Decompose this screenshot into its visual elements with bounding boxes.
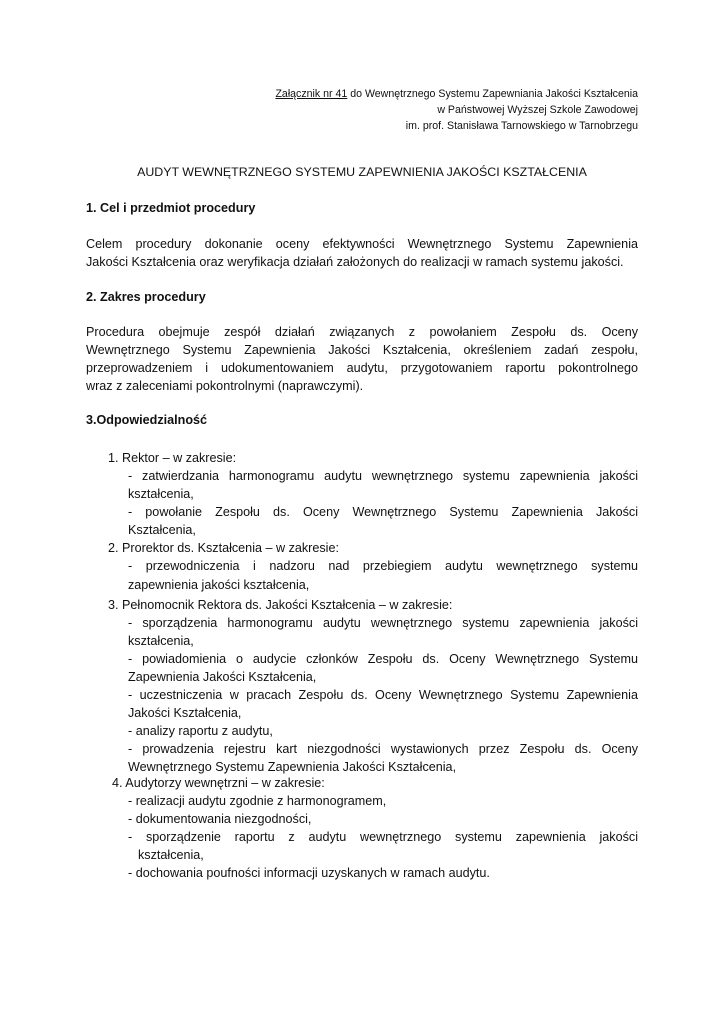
section-2-line-1: Procedura obejmuje zespół działań związanych z powołaniem Zespołu ds. Oceny [86, 325, 638, 339]
responsibility-4-label: 4. Audytorzy wewnętrzni – w zakresie: [112, 776, 325, 790]
responsibility-1-label: 1. Rektor – w zakresie: [108, 451, 237, 465]
section-2-heading: 2. Zakres procedury [86, 290, 206, 304]
duty-line: - dochowania poufności informacji uzyskanych w ramach audytu. [128, 866, 490, 880]
duty-line: - uczestniczenia w pracach Zespołu ds. Oceny Wewnętrznego Systemu Zapewnienia [128, 688, 638, 702]
duty-line: kształcenia, [128, 487, 194, 501]
duty-line: Kształcenia, [128, 523, 196, 537]
section-2-paragraph [86, 323, 638, 395]
header-line-2: w Państwowej Wyższej Szkole Zawodowej [437, 104, 638, 116]
duty-line: kształcenia, [138, 848, 204, 862]
duty-line: - zatwierdzania harmonogramu audytu wewnętrznego systemu zapewnienia jakości [128, 469, 638, 483]
header-line-3: im. prof. Stanisława Tarnowskiego w Tarnobrzegu [405, 120, 638, 132]
attachment-header [275, 86, 638, 134]
duty-line: - analizy raportu z audytu, [128, 724, 273, 738]
duty-line: - realizacji audytu zgodnie z harmonogramem, [128, 794, 387, 808]
duty-line: Jakości Kształcenia, [128, 706, 242, 720]
document-title: AUDYT WEWNĘTRZNEGO SYSTEMU ZAPEWNIENIA JAKOŚCI KSZTAŁCENIA [137, 165, 587, 179]
responsibility-4-duties [128, 792, 638, 882]
section-1-line-2: Jakości Kształcenia oraz weryfikacja działań założonych do realizacji w ramach systemu jakości. [86, 255, 624, 269]
section-1-line-1: Celem procedury dokonanie oceny efektywności Wewnętrznego Systemu Zapewnienia [86, 237, 638, 251]
header-line-1 [275, 86, 638, 102]
duty-line: - powiadomienia o audycie członków Zespołu ds. Oceny Wewnętrznego Systemu [128, 652, 638, 666]
duty-line: zapewnienia jakości kształcenia, [128, 578, 310, 592]
section-3-heading: 3.Odpowiedzialność [86, 413, 208, 427]
duty-line: - powołanie Zespołu ds. Oceny Wewnętrznego Systemu Zapewnienia Jakości [128, 505, 638, 519]
section-2-line-4: wraz z zaleceniami pokontrolnymi (naprawczymi). [86, 379, 364, 393]
duty-line: Zapewnienia Jakości Kształcenia, [128, 670, 317, 684]
attachment-number: Załącznik nr 41 [275, 88, 348, 100]
header-line-1-text: do Wewnętrznego Systemu Zapewniania Jakości Kształcenia [347, 88, 638, 100]
responsibility-2-label: 2. Prorektor ds. Kształcenia – w zakresie: [108, 541, 339, 555]
section-1-heading: 1. Cel i przedmiot procedury [86, 201, 256, 215]
section-1-paragraph [86, 235, 638, 271]
duty-line: - prowadzenia rejestru kart niezgodności wystawionych przez Zespołu ds. Oceny [128, 742, 638, 756]
responsibility-3-label: 3. Pełnomocnik Rektora ds. Jakości Kształcenia – w zakresie: [108, 598, 453, 612]
duty-line: - dokumentowania niezgodności, [128, 812, 312, 826]
responsibility-3-duties [128, 614, 638, 776]
section-2-line-3: przeprowadzeniem i udokumentowaniem audytu, przygotowaniem raportu pokontrolnego [86, 361, 638, 375]
responsibility-1-duties [128, 467, 638, 539]
section-2-line-2: Wewnętrznego Systemu Zapewnienia Jakości Kształcenia, określeniem zadań zespołu, [86, 343, 638, 357]
responsibility-2-duties [128, 557, 638, 595]
duty-line: - przewodniczenia i nadzoru nad przebiegiem audytu wewnętrznego systemu [128, 559, 638, 573]
duty-line: - sporządzenia harmonogramu audytu wewnętrznego systemu zapewnienia jakości [128, 616, 638, 630]
duty-line: - sporządzenie raportu z audytu wewnętrznego systemu zapewnienia jakości [128, 830, 638, 844]
duty-line: Wewnętrznego Systemu Zapewnienia Jakości Kształcenia, [128, 760, 457, 774]
duty-line: kształcenia, [128, 634, 194, 648]
